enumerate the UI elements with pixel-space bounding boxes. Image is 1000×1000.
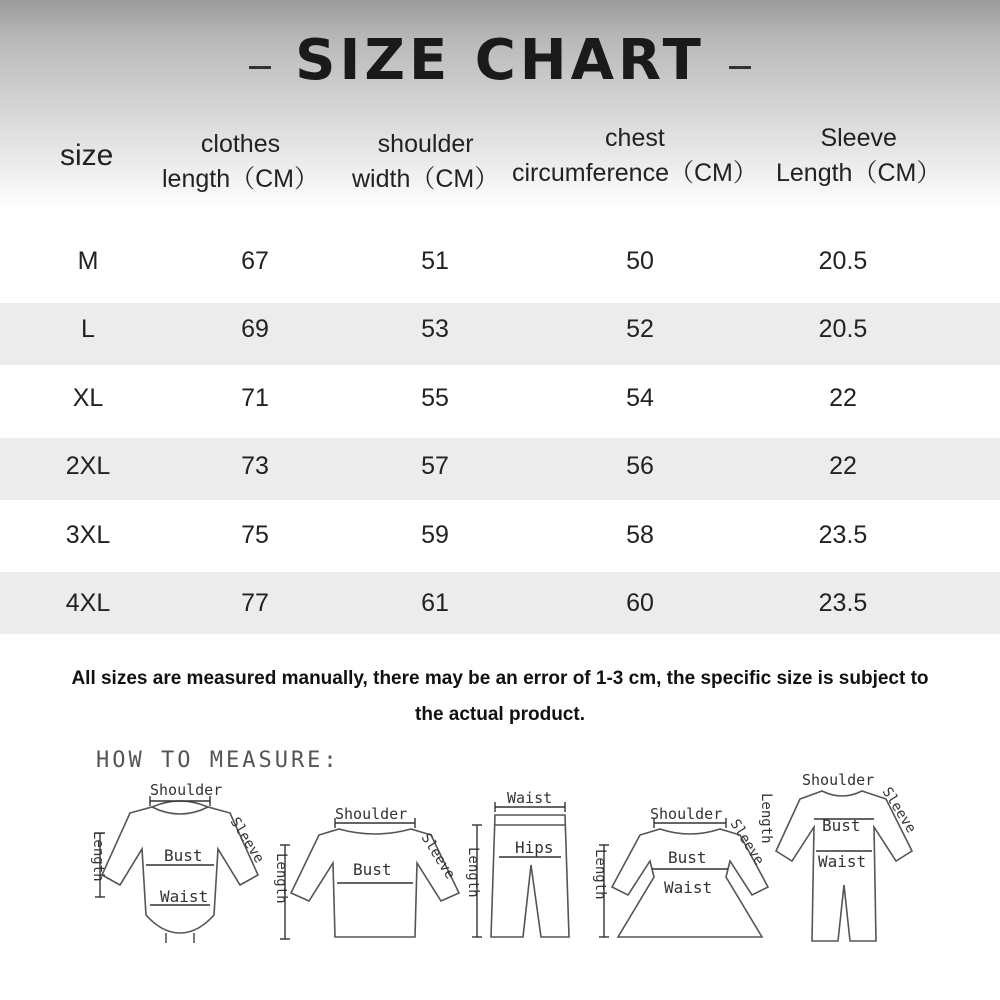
pants-hips-label: Hips xyxy=(515,838,554,857)
table-cell-value: 50 xyxy=(626,247,654,275)
tshirt-shoulder-label: Shoulder xyxy=(335,805,408,823)
bodysuit-waist-label: Waist xyxy=(160,887,209,906)
table-cell-value: 22 xyxy=(829,384,857,412)
bodysuit-bust-label: Bust xyxy=(164,846,203,865)
tshirt-sleeve-label: Sleeve xyxy=(417,830,458,883)
table-cell-value: 23.5 xyxy=(818,521,868,549)
romper-sleeve-label: Sleeve xyxy=(878,784,919,837)
romper-diagram xyxy=(770,765,940,945)
table-cell-value: 20.5 xyxy=(818,247,868,275)
romper-shoulder-label: Shoulder xyxy=(802,771,875,789)
tshirt-length-label: Length xyxy=(273,853,289,904)
header-clothes-length: clothes length（CM） xyxy=(162,130,319,193)
table-cell-value: 54 xyxy=(626,384,654,412)
table-cell-value: 23.5 xyxy=(818,589,868,617)
dress-waist-label: Waist xyxy=(664,878,713,897)
table-cell-value: 61 xyxy=(421,589,449,617)
header-size: size xyxy=(60,139,114,172)
measurement-note: All sizes are measured manually, there may be an error of 1-3 cm, the specific size is subject to the actual product. xyxy=(71,668,929,725)
pants-diagram xyxy=(455,765,595,945)
bodysuit-length-label: Length xyxy=(90,831,106,882)
dress-length-left-label: Length xyxy=(592,849,608,900)
table-cell-value: 56 xyxy=(626,452,654,480)
table-cell-size: 2XL xyxy=(65,452,111,480)
table-cell-value: 52 xyxy=(626,315,654,343)
table-cell-value: 58 xyxy=(626,521,654,549)
dress-length-right-label: Length xyxy=(758,793,774,844)
page-title xyxy=(0,28,1000,93)
table-cell-size: M xyxy=(77,247,99,275)
table-cell-value: 20.5 xyxy=(818,315,868,343)
table-cell-value: 75 xyxy=(241,521,269,549)
table-cell-value: 51 xyxy=(421,247,449,275)
header-chest: chest circumference（CM） xyxy=(512,124,758,187)
romper-waist-label: Waist xyxy=(818,852,867,871)
bodysuit-shoulder-label: Shoulder xyxy=(150,781,223,799)
table-cell-size: XL xyxy=(72,384,104,412)
title-text: SIZE CHART xyxy=(295,28,705,93)
romper-bust-label: Bust xyxy=(822,816,861,835)
header-sleeve-length: Sleeve Length（CM） xyxy=(776,124,942,187)
dress-bust-label: Bust xyxy=(668,848,707,867)
title-dash-right xyxy=(729,66,751,69)
tshirt-diagram xyxy=(275,765,475,945)
header-shoulder-width: shoulder width（CM） xyxy=(352,130,500,193)
table-cell-value: 71 xyxy=(241,384,269,412)
table-cell-value: 73 xyxy=(241,452,269,480)
table-cell-value: 69 xyxy=(241,315,269,343)
table-cell-value: 77 xyxy=(241,589,269,617)
dress-diagram xyxy=(590,765,790,945)
dress-shoulder-label: Shoulder xyxy=(650,805,723,823)
title-dash-left xyxy=(249,66,271,69)
table-cell-value: 22 xyxy=(829,452,857,480)
how-to-measure-heading: HOW TO MEASURE: xyxy=(96,748,340,773)
table-cell-size: 4XL xyxy=(65,589,111,617)
table-cell-value: 67 xyxy=(241,247,269,275)
pants-length-label: Length xyxy=(465,847,481,898)
pants-waist-label: Waist xyxy=(507,789,553,807)
dress-sleeve-label: Sleeve xyxy=(726,816,767,869)
table-cell-value: 60 xyxy=(626,589,654,617)
table-cell-value: 53 xyxy=(421,315,449,343)
table-cell-value: 59 xyxy=(421,521,449,549)
tshirt-bust-label: Bust xyxy=(353,860,392,879)
table-cell-size: L xyxy=(81,315,95,343)
table-cell-value: 57 xyxy=(421,452,449,480)
bodysuit-sleeve-label: Sleeve xyxy=(226,814,267,867)
bodysuit-diagram xyxy=(80,765,280,945)
table-cell-size: 3XL xyxy=(65,521,111,549)
table-cell-value: 55 xyxy=(421,384,449,412)
